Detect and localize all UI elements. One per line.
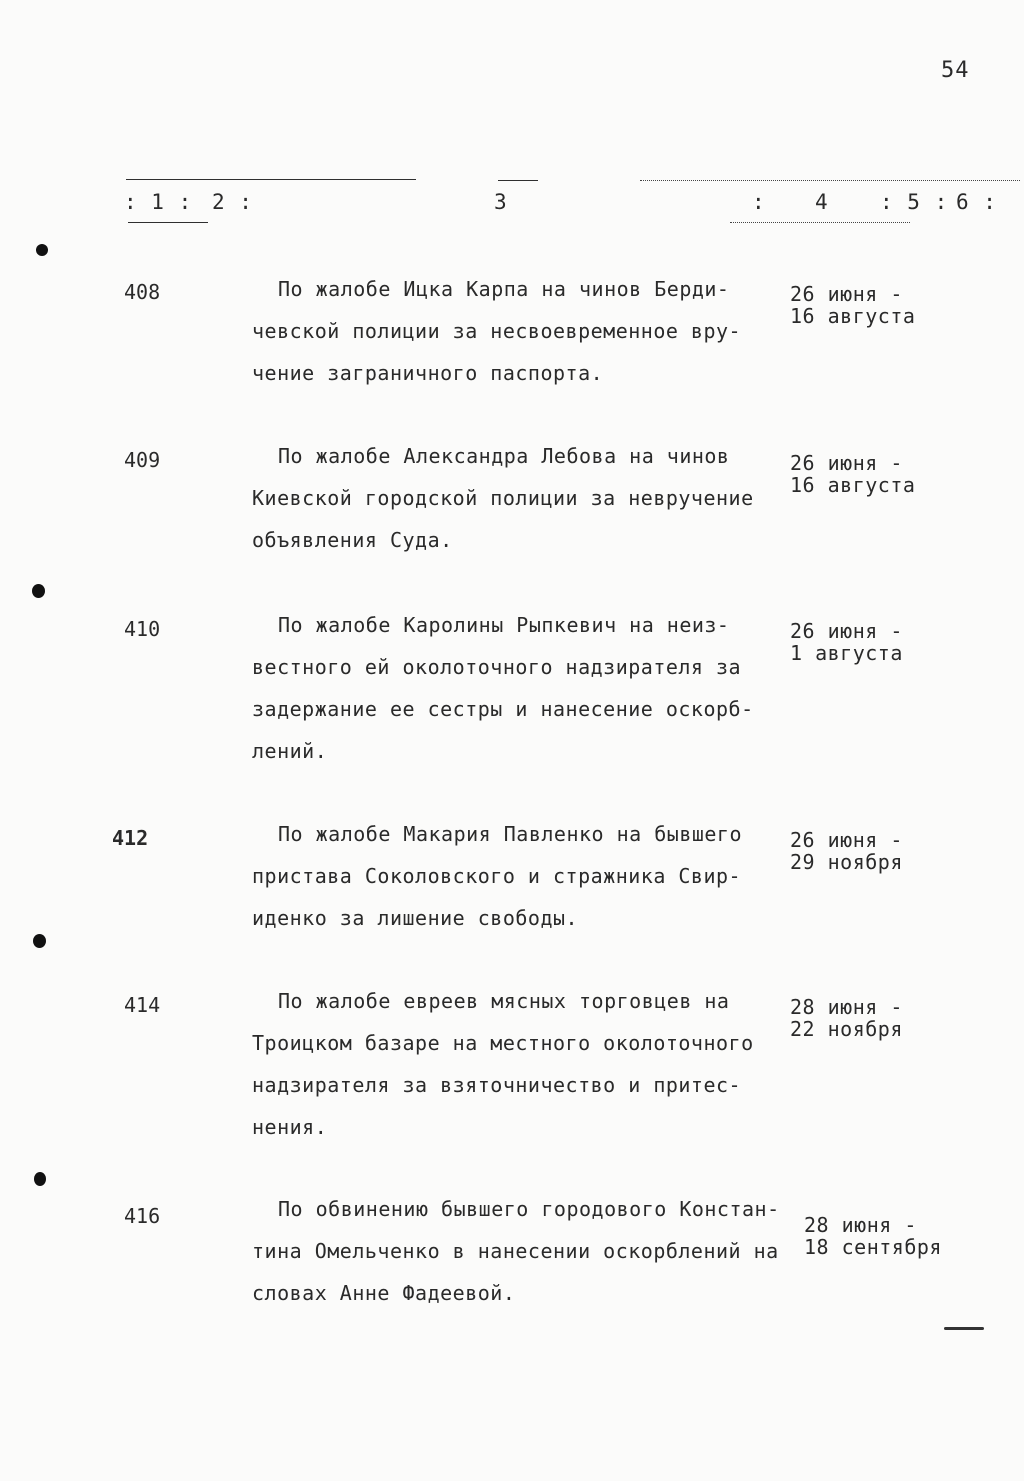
record-line: нения. [252,1115,328,1139]
record-line: Киевской городской полиции за невручение [252,486,754,510]
record-line: объявления Суда. [252,528,453,552]
margin-mark [34,1172,46,1186]
header-rule-top-left [126,179,416,180]
record-date-from: 28 июня - [804,1213,917,1237]
record-date-from: 26 июня - [790,282,903,306]
record-number: 416 [124,1204,161,1228]
record-line: По жалобе евреев мясных торговцев на [278,989,730,1013]
record-description [252,268,772,394]
margin-mark [32,584,45,598]
header-rule-bottom-left [128,222,208,223]
record-number: 409 [124,448,161,472]
header-col-4: 4 [815,190,829,214]
record-line: По обвинению бывшего городового Констан- [278,1197,780,1221]
page-number: 54 [941,58,970,83]
record-number: 408 [124,280,161,304]
record-date-range [790,452,915,496]
header-col-1: : 1 : [124,190,193,214]
record-line: По жалобе Каролины Рыпкевич на неиз- [278,613,730,637]
record-number: 410 [124,617,161,641]
header-rule-top-mid [498,180,538,181]
record-date-to: 16 августа [790,304,916,328]
record-line: тина Омельченко в нанесении оскорблений на [252,1239,779,1263]
record-date-to: 22 ноября [790,1017,903,1041]
record-date-to: 16 августа [790,473,916,497]
record-description [252,435,772,561]
record-description [252,813,772,939]
record-line: вестного ей околоточного надзирателя за [252,655,742,679]
record-date-range [804,1214,942,1258]
margin-mark [33,934,46,948]
record-date-from: 26 июня - [790,828,903,852]
record-date-range [790,620,903,664]
record-date-range [790,829,903,873]
record-line: По жалобе Макария Павленко на бывшего [278,822,743,846]
record-line: пристава Соколовского и стражника Свир- [252,864,742,888]
record-line: По жалобе Александра Лебова на чинов [278,444,730,468]
record-date-range [790,996,903,1040]
header-col-2: 2 : [212,190,253,214]
record-line: словах Анне Фадеевой. [252,1281,516,1305]
record-line: иденко за лишение свободы. [252,906,579,930]
record-number: 412 [112,826,149,850]
record-date-from: 28 июня - [790,995,903,1019]
record-description [252,1188,780,1314]
record-line: задержание ее сестры и нанесение оскорб- [252,697,754,721]
record-line: лений. [252,739,328,763]
margin-mark [944,1327,984,1330]
record-description [252,604,772,772]
record-date-to: 1 августа [790,641,903,665]
record-description [252,980,772,1148]
header-col-5: : 5 : [880,190,949,214]
header-col-3: 3 [494,190,508,214]
margin-mark [36,244,48,256]
record-number: 414 [124,993,161,1017]
record-line: По жалобе Ицка Карпа на чинов Берди- [278,277,730,301]
record-date-to: 29 ноября [790,850,903,874]
record-date-range [790,283,915,327]
record-line: чевской полиции за несвоевременное вру- [252,319,742,343]
record-date-from: 26 июня - [790,451,903,475]
record-line: чение заграничного паспорта. [252,361,604,385]
record-line: Троицком базаре на местного околоточного [252,1031,754,1055]
record-date-from: 26 июня - [790,619,903,643]
header-rule-top-right [640,180,1020,181]
header-col-4-separator: : [752,190,766,214]
record-line: надзирателя за взяточничество и притес- [252,1073,742,1097]
record-date-to: 18 сентября [804,1235,942,1259]
header-rule-bottom-right [730,222,910,223]
header-col-6: 6 : [956,190,997,214]
